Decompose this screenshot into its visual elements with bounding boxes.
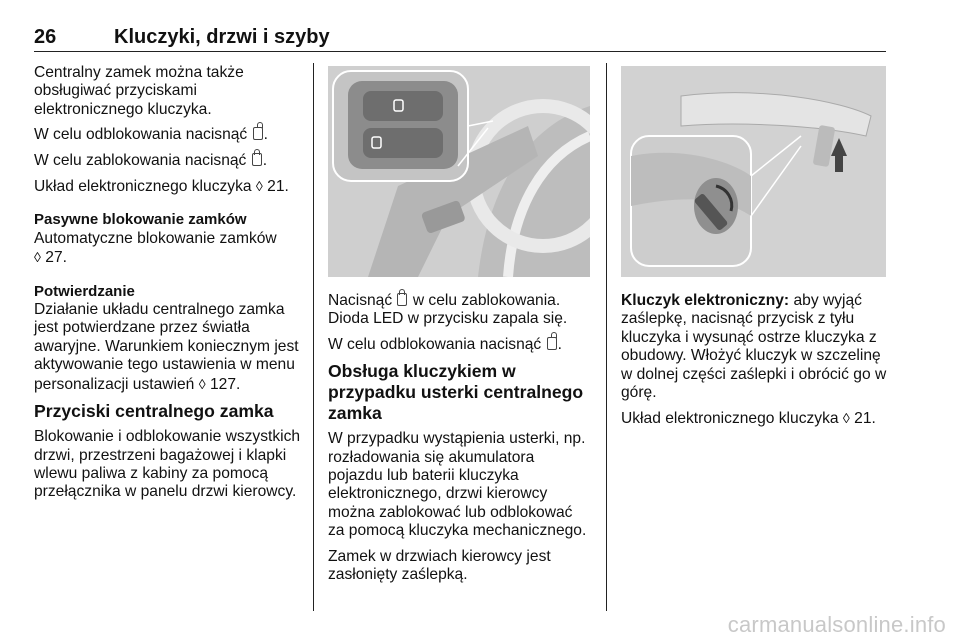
lock-icon [397,293,407,306]
reference-arrow-icon: ◊ [255,178,263,195]
lock-icon [252,153,262,166]
section-heading: Potwierdzanie [34,282,135,300]
page-reference-link[interactable]: 27. [45,249,67,267]
paragraph: Kluczyk elektroniczny: aby wyjąć zaślepkę, nacisnąć przycisk z tyłu kluczyka i wysunąć ostrze kluczyka z obudowy. Włożyć kluczyk w szczelinę w dolnej części zaślepki i obrócić go w górę. [621,292,887,402]
column-3 [621,292,889,436]
paragraph: Układ elektronicznego kluczyka ◊ 21. [34,178,289,196]
unlock-icon [253,127,263,140]
reference-arrow-icon: ◊ [842,410,850,427]
paragraph: Automatyczne blokowanie zamków ◊ 27. [34,229,277,267]
page-number: 26 [34,26,57,48]
section-heading: Pasywne blokowanie zamków [34,211,247,229]
page-reference-link[interactable]: 21. [267,178,289,196]
column-divider-1 [313,63,314,611]
section-heading: Przyciski centralnego zamka [34,401,274,422]
paragraph: Działanie układu centralnego zamka jest potwierdzane przez światła awaryjne. Warunkiem koniecznym jest aktywowanie tego ustawienia w menu personalizacji ustawień ◊ 127. [34,301,299,393]
column-1 [34,64,304,509]
header-divider [34,51,886,52]
reference-arrow-icon: ◊ [198,375,206,392]
paragraph: W przypadku wystąpienia usterki, np. rozładowania się akumulatora pojazdu lub baterii kluczyka elektronicznego, drzwi kierowcy można zablokować lub odblokować za pomocą kluczyka mechanicznego. [328,430,587,540]
reference-arrow-icon: ◊ [34,249,41,266]
page-reference-link[interactable]: 127. [209,375,241,393]
paragraph: W celu odblokowania nacisnąć . [328,335,562,353]
page-header [34,24,886,50]
paragraph: Centralny zamek można także obsługiwać przyciskami elektronicznego kluczyka. [34,64,244,118]
paragraph: W celu odblokowania nacisnąć . [34,126,268,144]
watermark: carmanualsonline.info [727,612,946,637]
paragraph: W celu zablokowania nacisnąć . [34,151,268,169]
chapter-title: Kluczyki, drzwi i szyby [114,26,330,48]
paragraph: Nacisnąć w celu zablokowania. Dioda LED w przycisku zapala się. [328,292,568,328]
page-reference-link[interactable]: 21. [854,410,876,428]
door-lock-switch-illustration [328,66,590,277]
paragraph: Blokowanie i odblokowanie wszystkich drzwi, przestrzeni bagażowej i klapki wlewu paliwa z kabiny za pomocą przełącznika w panelu drzwi kierowcy. [34,428,301,501]
paragraph: Układ elektronicznego kluczyka ◊ 21. [621,410,876,428]
column-divider-2 [606,63,607,611]
column-2 [328,292,592,591]
door-handle-key-illustration [621,66,886,277]
paragraph: Zamek w drzwiach kierowcy jest zasłonięty zaślepką. [328,547,551,584]
section-heading: Obsługa kluczykiem w przypadku usterki centralnego zamka [328,361,584,424]
unlock-icon [547,337,557,350]
